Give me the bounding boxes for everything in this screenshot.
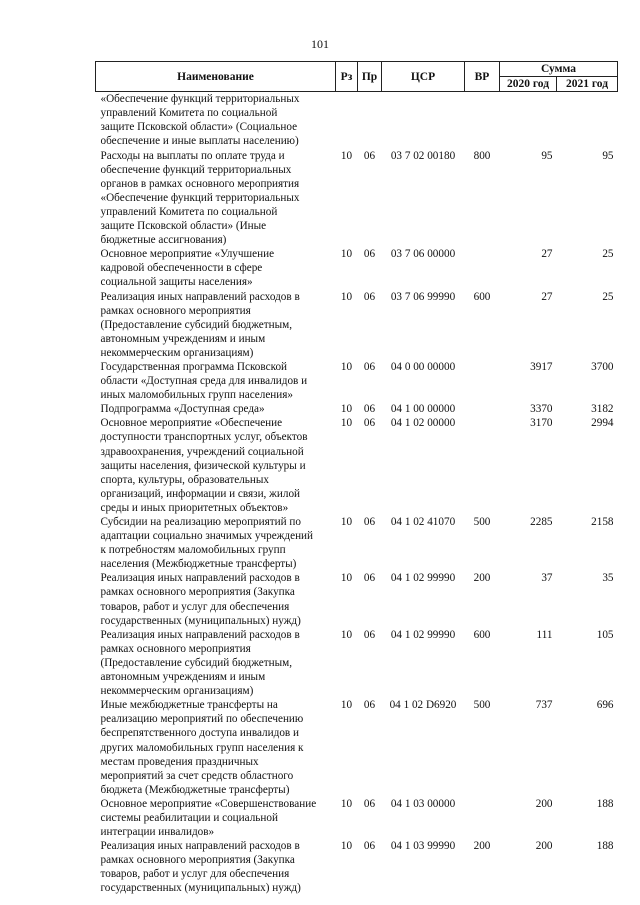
row-csr: 04 1 02 99990 [390, 572, 456, 585]
row-name-line: системы реабилитации и социальной [100, 811, 278, 824]
row-csr: 04 1 02 41070 [390, 516, 456, 528]
row-vr [465, 360, 500, 402]
row-csr: 04 1 02 00000 [390, 417, 456, 430]
column-header-csr: ЦСР [382, 62, 465, 92]
table-row [96, 628, 618, 698]
row-name [96, 416, 336, 515]
row-vr: 500 [473, 516, 491, 528]
row-name-line: «Обеспечение функций территориальных [100, 191, 300, 204]
row-sum-2021: 25 [602, 290, 614, 303]
table-header [96, 62, 618, 92]
row-sum-2021: 188 [596, 840, 614, 853]
row-sum-2020: 737 [535, 699, 553, 712]
table-row [96, 416, 618, 515]
row-vr: 500 [473, 699, 491, 712]
row-rz: 10 [340, 572, 353, 585]
row-rz: 10 [340, 290, 353, 303]
row-name-line: (Предоставление субсидий бюджетным, [100, 656, 293, 669]
row-vr: 200 [473, 840, 491, 853]
row-name [96, 402, 336, 416]
row-name-line: Реализация иных направлений расходов в [100, 290, 300, 303]
row-csr: 03 7 02 00180 [390, 149, 456, 162]
budget-table [95, 61, 618, 896]
row-rz: 10 [340, 516, 353, 528]
column-header-vr: ВР [465, 62, 500, 92]
row-name-line: бюджета (Межбюджетные трансферты) [100, 783, 290, 796]
row-name-line: интеграции инвалидов» [100, 826, 215, 839]
row-rz: 10 [340, 628, 353, 641]
row-name-line: доступности транспортных услуг, объектов [100, 431, 308, 444]
row-sum-2021: 2158 [591, 516, 614, 528]
row-name [96, 92, 336, 149]
row-sum-2021: 3700 [591, 360, 614, 373]
row-name-line: рамках основного мероприятия [100, 304, 251, 317]
table-row [96, 360, 618, 402]
row-name-line: здравоохранения, учреждений социальной [100, 445, 304, 458]
row-name-line: Реализация иных направлений расходов в [100, 572, 300, 585]
row-name-line: иных маломобильных групп населения» [100, 389, 294, 402]
row-sum-2020: 27 [541, 290, 553, 303]
row-rz: 10 [340, 417, 353, 430]
row-pr [358, 92, 382, 149]
row-name-line: мероприятий за счет средств областного [100, 769, 294, 782]
row-name [96, 247, 336, 289]
row-name-line: Реализация иных направлений расходов в [100, 840, 300, 853]
row-rz: 10 [340, 149, 353, 162]
row-rz: 10 [340, 840, 353, 853]
row-name-line: Основное мероприятие «Улучшение [100, 248, 275, 261]
row-pr: 06 [363, 516, 376, 528]
row-name-line: автономным учреждениям и иным [100, 671, 266, 684]
row-name-line: защите Псковской области» (Социальное [100, 121, 298, 134]
row-sum-2021: 35 [602, 572, 614, 585]
row-vr [465, 92, 500, 149]
row-name [96, 290, 336, 360]
row-vr: 600 [473, 628, 491, 641]
row-name-line: управлений Комитета по социальной [100, 205, 278, 218]
row-csr [382, 92, 465, 149]
row-sum-2020: 37 [541, 572, 553, 585]
row-name-line: органов в рамках основного мероприятия [100, 177, 300, 190]
row-name-line: (Предоставление субсидий бюджетным, [100, 318, 293, 331]
row-name-line: беспрепятственного доступа инвалидов и [100, 727, 299, 740]
row-name-line: спорта, культуры, образовательных [100, 473, 269, 486]
row-csr: 04 1 03 99990 [390, 840, 456, 853]
row-name-line: управлений Комитета по социальной [100, 107, 278, 120]
row-pr: 06 [363, 417, 376, 430]
page-number: 101 [311, 37, 329, 51]
row-sum-2020 [500, 92, 557, 149]
column-header-pr: Пр [358, 62, 382, 92]
column-header-sum: Сумма [500, 62, 618, 77]
row-name-line: реализацию мероприятий по обеспечению [100, 713, 304, 726]
row-csr: 04 0 00 00000 [390, 360, 456, 373]
row-name-line: некоммерческим организациям) [100, 685, 254, 698]
row-rz [336, 92, 358, 149]
row-sum-2020: 27 [541, 248, 553, 261]
row-name-line: государственных (муниципальных) нужд) [100, 614, 301, 627]
row-sum-2020: 3170 [530, 417, 553, 430]
row-sum-2021: 3182 [591, 403, 614, 416]
row-pr: 06 [363, 628, 376, 641]
row-pr: 06 [363, 572, 376, 585]
row-name-line: рамках основного мероприятия (Закупка [100, 854, 295, 867]
row-sum-2021: 696 [596, 699, 614, 712]
row-name-line: Основное мероприятие «Обеспечение [100, 417, 283, 430]
row-rz: 10 [340, 699, 353, 712]
row-name [96, 839, 336, 895]
row-name-line: Расходы на выплаты по оплате труда и [100, 149, 285, 162]
row-pr: 06 [363, 149, 376, 162]
row-name-line: организаций, информации и связи, жилой [100, 487, 301, 500]
table-row [96, 839, 618, 895]
row-csr: 04 1 03 00000 [390, 797, 456, 810]
row-name [96, 515, 336, 571]
row-vr [465, 797, 500, 839]
table-row [96, 797, 618, 839]
row-vr: 600 [473, 290, 491, 303]
column-header-name: Наименование [96, 62, 336, 92]
row-rz: 10 [340, 403, 353, 416]
row-name-line: Субсидии на реализацию мероприятий по [100, 516, 302, 528]
row-name-line: адаптации социально значимых учреждений [100, 530, 314, 543]
row-name-line: «Обеспечение функций территориальных [100, 93, 300, 106]
row-name-line: обеспечение функций территориальных [100, 163, 292, 176]
row-vr: 800 [473, 149, 491, 162]
row-name-line: Подпрограмма «Доступная среда» [100, 403, 265, 416]
row-name-line: к потребностям маломобильных групп [100, 544, 286, 557]
row-sum-2021: 95 [602, 149, 614, 162]
row-name-line: рамках основного мероприятия (Закупка [100, 586, 295, 599]
table-row [96, 247, 618, 289]
row-vr: 200 [473, 572, 491, 585]
row-name-line: государственных (муниципальных) нужд) [100, 882, 301, 895]
table-row [96, 402, 618, 416]
row-name [96, 571, 336, 627]
row-name-line: Основное мероприятие «Совершенствование [100, 797, 317, 810]
table-body [96, 92, 618, 896]
row-rz: 10 [340, 797, 353, 810]
column-header-2021: 2021 год [557, 77, 618, 92]
row-rz: 10 [340, 360, 353, 373]
row-csr: 04 1 00 00000 [390, 403, 456, 416]
row-pr: 06 [363, 840, 376, 853]
row-name-line: социальной защиты населения» [100, 276, 253, 289]
row-pr: 06 [363, 403, 376, 416]
row-vr [465, 416, 500, 515]
row-pr: 06 [363, 797, 376, 810]
row-pr: 06 [363, 360, 376, 373]
row-name-line: автономным учреждениям и иным [100, 332, 266, 345]
table-row [96, 571, 618, 627]
row-sum-2020: 200 [535, 840, 553, 853]
row-name-line: кадровой обеспеченности в сфере [100, 262, 263, 275]
row-name [96, 360, 336, 402]
row-vr [465, 247, 500, 289]
row-pr: 06 [363, 290, 376, 303]
row-sum-2020: 3917 [530, 360, 553, 373]
row-name-line: среды и иных приоритетных объектов» [100, 501, 289, 514]
row-name-line: рамках основного мероприятия [100, 642, 251, 655]
table-row [96, 290, 618, 360]
row-vr [465, 402, 500, 416]
row-csr: 04 1 02 D6920 [389, 699, 457, 712]
row-sum-2021 [557, 92, 618, 149]
row-pr: 06 [363, 699, 376, 712]
row-name-line: товаров, работ и услуг для обеспечения [100, 868, 290, 881]
row-pr: 06 [363, 248, 376, 261]
row-name [96, 797, 336, 839]
row-name-line: Государственная программа Псковской [100, 360, 288, 373]
row-sum-2021: 105 [596, 628, 614, 641]
row-name-line: защите Псковской области» (Иные [100, 220, 267, 233]
row-csr: 04 1 02 99990 [390, 628, 456, 641]
row-rz: 10 [340, 248, 353, 261]
row-name-line: бюджетные ассигнования) [100, 234, 227, 247]
row-name-line: Реализация иных направлений расходов в [100, 628, 300, 641]
table-row [96, 698, 618, 797]
row-name-line: населения (Межбюджетные трансферты) [100, 558, 297, 571]
row-name-line: других маломобильных групп населения к [100, 741, 304, 754]
row-name-line: товаров, работ и услуг для обеспечения [100, 600, 290, 613]
row-csr: 03 7 06 00000 [390, 248, 456, 261]
row-name-line: некоммерческим организациям) [100, 346, 254, 359]
row-sum-2021: 25 [602, 248, 614, 261]
row-name [96, 149, 336, 248]
row-name-line: обеспечение и иные выплаты населению) [100, 135, 299, 148]
row-csr: 03 7 06 99990 [390, 290, 456, 303]
row-name-line: области «Доступная среда для инвалидов и [100, 375, 308, 388]
column-header-2020: 2020 год [500, 77, 557, 92]
table-row [96, 149, 618, 248]
table-row [96, 515, 618, 571]
row-name-line: защиты населения, физической культуры и [100, 459, 306, 472]
row-sum-2020: 200 [535, 797, 553, 810]
row-sum-2020: 111 [536, 628, 553, 641]
row-name [96, 628, 336, 698]
column-header-rz: Рз [336, 62, 358, 92]
table-row [96, 92, 618, 149]
row-sum-2020: 3370 [530, 403, 553, 416]
row-sum-2020: 2285 [530, 516, 553, 528]
row-sum-2021: 188 [596, 797, 614, 810]
row-name-line: Иные межбюджетные трансферты на [100, 699, 278, 712]
row-name [96, 698, 336, 797]
row-sum-2021: 2994 [591, 417, 614, 430]
row-name-line: местам проведения праздничных [100, 755, 259, 768]
row-sum-2020: 95 [541, 149, 553, 162]
